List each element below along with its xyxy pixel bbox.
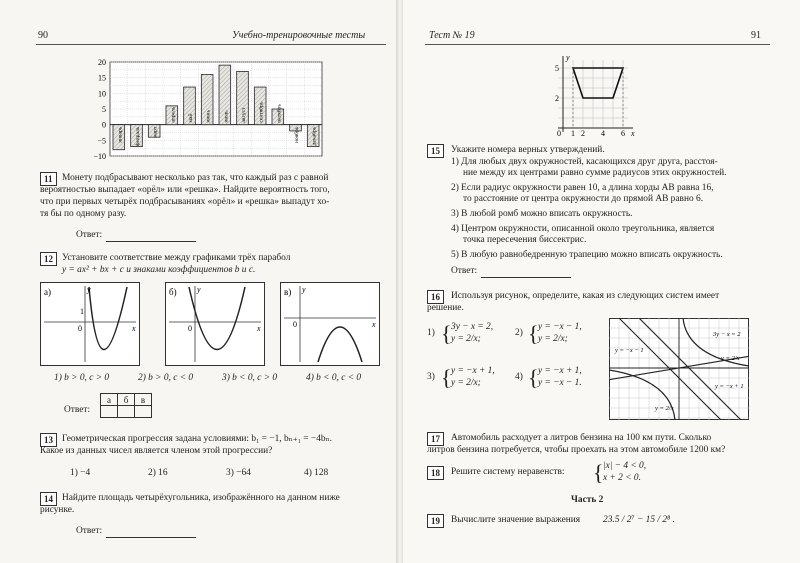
q12-option-3: 3) b < 0, c > 0	[222, 373, 278, 383]
q12-table-header-c: в	[135, 394, 152, 406]
q15-answer-blank[interactable]	[481, 277, 571, 278]
q16-system-1-brace: {	[441, 321, 452, 346]
quadrilateral-figure	[543, 52, 643, 138]
question-number-12: 12	[40, 252, 57, 266]
fig-x-6: 6	[621, 129, 625, 138]
temperature-bar-chart	[80, 58, 325, 162]
q16-system-4-b: y = −x − 1.	[538, 378, 582, 388]
parabola-graph-a	[40, 282, 140, 366]
q12-answer-cell-b[interactable]	[118, 406, 135, 418]
graph-b-label: б)	[169, 287, 177, 297]
q18-line-b: x + 2 < 0.	[603, 473, 641, 483]
graph-a-one: 1	[80, 307, 84, 316]
q13-option-2: 2) 16	[148, 468, 168, 478]
q16-graph-label-3: y = 2/x	[721, 355, 740, 362]
chart-y-tick-label: −10	[93, 152, 106, 161]
q16-system-3-num: 3)	[427, 372, 435, 382]
q12-table-header-a: а	[101, 394, 118, 406]
question-number-16: 16	[427, 290, 444, 304]
graph-c-origin: 0	[293, 320, 297, 329]
parabola-graph-c	[280, 282, 380, 366]
graph-a-origin: 0	[78, 324, 82, 333]
graph-c-y: y	[302, 285, 306, 294]
q12-answer-label: Ответ:	[64, 405, 91, 415]
q19-expression: 23.5 / 2⁷ − 15 / 2⁸ .	[603, 515, 675, 525]
question-number-14: 14	[40, 492, 57, 506]
fig-x-2: 2	[581, 129, 585, 138]
chart-y-tick-label: 10	[98, 89, 106, 99]
q13-line-2: Какое из данных чисел является членом этой прогрессии?	[40, 446, 273, 456]
q11-answer	[76, 230, 196, 242]
chart-category-label: апрель	[170, 106, 177, 123]
graph-a-label: а)	[44, 287, 51, 297]
q16-system-4-a: y = −x + 1,	[538, 366, 582, 376]
chart-y-tick-label: 5	[102, 105, 106, 114]
q16-system-2-a: y = −x − 1,	[538, 322, 582, 332]
q19-text: Вычислите значение выражения	[451, 515, 581, 525]
q18-line-a: |x| − 4 < 0,	[603, 461, 647, 471]
q13-option-1: 1) −4	[70, 468, 91, 478]
chart-category-label: январь	[117, 126, 124, 143]
q18-text: Решите систему неравенств:	[451, 467, 565, 477]
q16-line-2: решение.	[427, 303, 464, 313]
chart-category-label: декабрь	[311, 126, 318, 146]
question-number-17: 17	[427, 432, 444, 446]
right-page	[403, 0, 800, 563]
q15-item-1-line-1: 1) Для любых двух окружностей, касающихся друг друга, расстоя-	[451, 157, 718, 167]
q13-option-4: 4) 128	[304, 468, 329, 478]
chart-category-label: март	[152, 126, 159, 138]
q11-line-3: что при первых четырёх подбрасываниях «орёл» и «решка» выпадут хо-	[40, 197, 330, 207]
question-number-18: 18	[427, 466, 444, 480]
fig-axis-y: y	[566, 53, 570, 62]
q15-title: Укажите номера верных утверждений.	[451, 145, 605, 155]
q11-line-4: тя бы по одному разу.	[40, 209, 127, 219]
question-number-19: 19	[427, 514, 444, 528]
q16-graph-label-5: y = 2/x	[655, 405, 674, 412]
q12-option-1: 1) b > 0, c > 0	[54, 373, 110, 383]
fig-y-5: 5	[555, 64, 559, 73]
q11-line-2: вероятностью выпадает «орёл» или «решка». Найдите вероятность того,	[40, 185, 330, 195]
left-page	[0, 0, 397, 563]
q16-system-3-brace: {	[441, 365, 452, 390]
q16-system-2-brace: {	[528, 321, 539, 346]
q14-answer	[76, 526, 196, 538]
q15-item-2-line-1: 2) Если радиус окружности равен 10, а длина хорды AB равна 16,	[451, 183, 714, 193]
q14-answer-blank[interactable]	[106, 537, 196, 538]
part-2-heading: Часть 2	[571, 495, 604, 505]
chart-category-label: февраль	[135, 126, 141, 147]
fig-x-0: 0	[557, 129, 561, 138]
chart-category-label: сентябрь	[258, 101, 265, 123]
q15-item-1-line-2: ние между их центрами равно сумме радиусов этих окружностей.	[463, 168, 727, 178]
parabola-graph-b	[165, 282, 265, 366]
q17-line-1: Автомобиль расходует a литров бензина на 100 км пути. Сколько	[451, 433, 712, 443]
q12-answer-table	[100, 393, 152, 418]
question-number-11: 11	[40, 172, 57, 186]
q13-line-1: Геометрическая прогрессия задана условиями: b₁ = −1, bₙ₊₁ = −4bₙ.	[62, 434, 332, 444]
q16-system-2-num: 2)	[515, 328, 523, 338]
chart-category-label: июнь	[205, 109, 212, 123]
q18-brace: {	[593, 460, 604, 485]
q16-system-1-b: y = 2/x;	[451, 334, 481, 344]
q16-system-1-a: 3y − x = 2,	[451, 322, 494, 332]
header-rule-right	[425, 44, 770, 45]
header-rule-left	[36, 44, 386, 45]
q15-item-4-line-1: 4) Центром окружности, описанной около треугольника, является	[451, 224, 715, 234]
q16-function-graph	[609, 318, 749, 420]
q12-option-4: 4) b < 0, c < 0	[306, 373, 362, 383]
running-title-right: Тест № 19	[429, 30, 475, 41]
q11-answer-label: Ответ:	[76, 230, 103, 240]
q16-graph-label-2: y = −x − 1	[615, 347, 644, 354]
q15-item-5: 5) В любую равнобедренную трапецию можно вписать окружность.	[451, 250, 723, 260]
q12-line-1: Установите соответствие между графиками трёх парабол	[62, 253, 291, 263]
q15-item-3: 3) В любой ромб можно вписать окружность.	[451, 209, 633, 219]
graph-c-x: x	[372, 320, 376, 329]
chart-category-label: июль	[223, 110, 230, 123]
graph-b-origin: 0	[188, 324, 192, 333]
graph-b-y: y	[197, 285, 201, 294]
chart-y-tick-label: 0	[102, 120, 106, 130]
q15-answer	[451, 266, 571, 278]
question-number-15: 15	[427, 144, 444, 158]
graph-a-y: y	[87, 285, 91, 294]
q12-answer-cell-c[interactable]	[135, 406, 152, 418]
q12-table-header-b: б	[118, 394, 135, 406]
q12-line-2: y = ax² + bx + c и знаками коэффициентов b и c.	[62, 265, 256, 275]
q16-system-4-num: 4)	[515, 372, 523, 382]
chart-category-label: ноябрь	[294, 126, 300, 144]
q16-system-3-a: y = −x + 1,	[451, 366, 495, 376]
q15-item-4-line-2: точка пересечения биссектрис.	[463, 235, 587, 245]
q16-graph-label-4: y = −x + 1	[715, 383, 744, 390]
graph-a-x: x	[132, 324, 136, 333]
fig-y-2: 2	[555, 94, 559, 103]
q16-graph-label-1: 3y − x = 2	[713, 331, 741, 338]
running-title-left: Учебно-тренировочные тесты	[232, 30, 366, 41]
q14-answer-label: Ответ:	[76, 526, 103, 536]
fig-axis-x: x	[631, 129, 635, 138]
chart-category-label: октябрь	[276, 104, 283, 123]
chart-y-tick-label: 15	[98, 73, 106, 83]
q15-answer-label: Ответ:	[451, 266, 478, 276]
chart-category-label: август	[241, 107, 247, 123]
chart-category-label: май	[188, 113, 194, 123]
q16-line-1: Используя рисунок, определите, какая из следующих систем имеет	[451, 291, 720, 301]
chart-y-tick-label: 20	[98, 58, 106, 67]
q14-line-2: рисунке.	[40, 505, 75, 515]
fig-x-4: 4	[601, 129, 605, 138]
q16-system-1-num: 1)	[427, 328, 435, 338]
chart-y-tick-label: −5	[97, 136, 106, 146]
q17-line-2: литров бензина потребуется, чтобы проехать на этом автомобиле 1200 км?	[427, 445, 726, 455]
q16-system-3-b: y = 2/x;	[451, 378, 481, 388]
page-number-right: 91	[751, 30, 761, 41]
q16-systems	[427, 320, 597, 400]
q15-item-2-line-2: то расстояние от центра окружности до прямой AB равно 6.	[463, 194, 704, 204]
q11-line-1: Монету подбрасывают несколько раз так, что каждый раз с равной	[62, 173, 329, 183]
q12-option-2: 2) b > 0, c < 0	[138, 373, 194, 383]
q16-system-2-b: y = 2/x;	[538, 334, 568, 344]
q13-option-3: 3) −64	[226, 468, 251, 478]
graph-b-x: x	[257, 324, 261, 333]
page-number-left: 90	[38, 30, 48, 41]
fig-x-1: 1	[571, 129, 575, 138]
graph-c-label: в)	[284, 287, 292, 297]
q12-answer-cell-a[interactable]	[101, 406, 118, 418]
q16-system-4-brace: {	[528, 365, 539, 390]
question-number-13: 13	[40, 433, 57, 447]
q11-answer-blank[interactable]	[106, 241, 196, 242]
q14-line-1: Найдите площадь четырёхугольника, изображённого на данном ниже	[62, 493, 340, 503]
